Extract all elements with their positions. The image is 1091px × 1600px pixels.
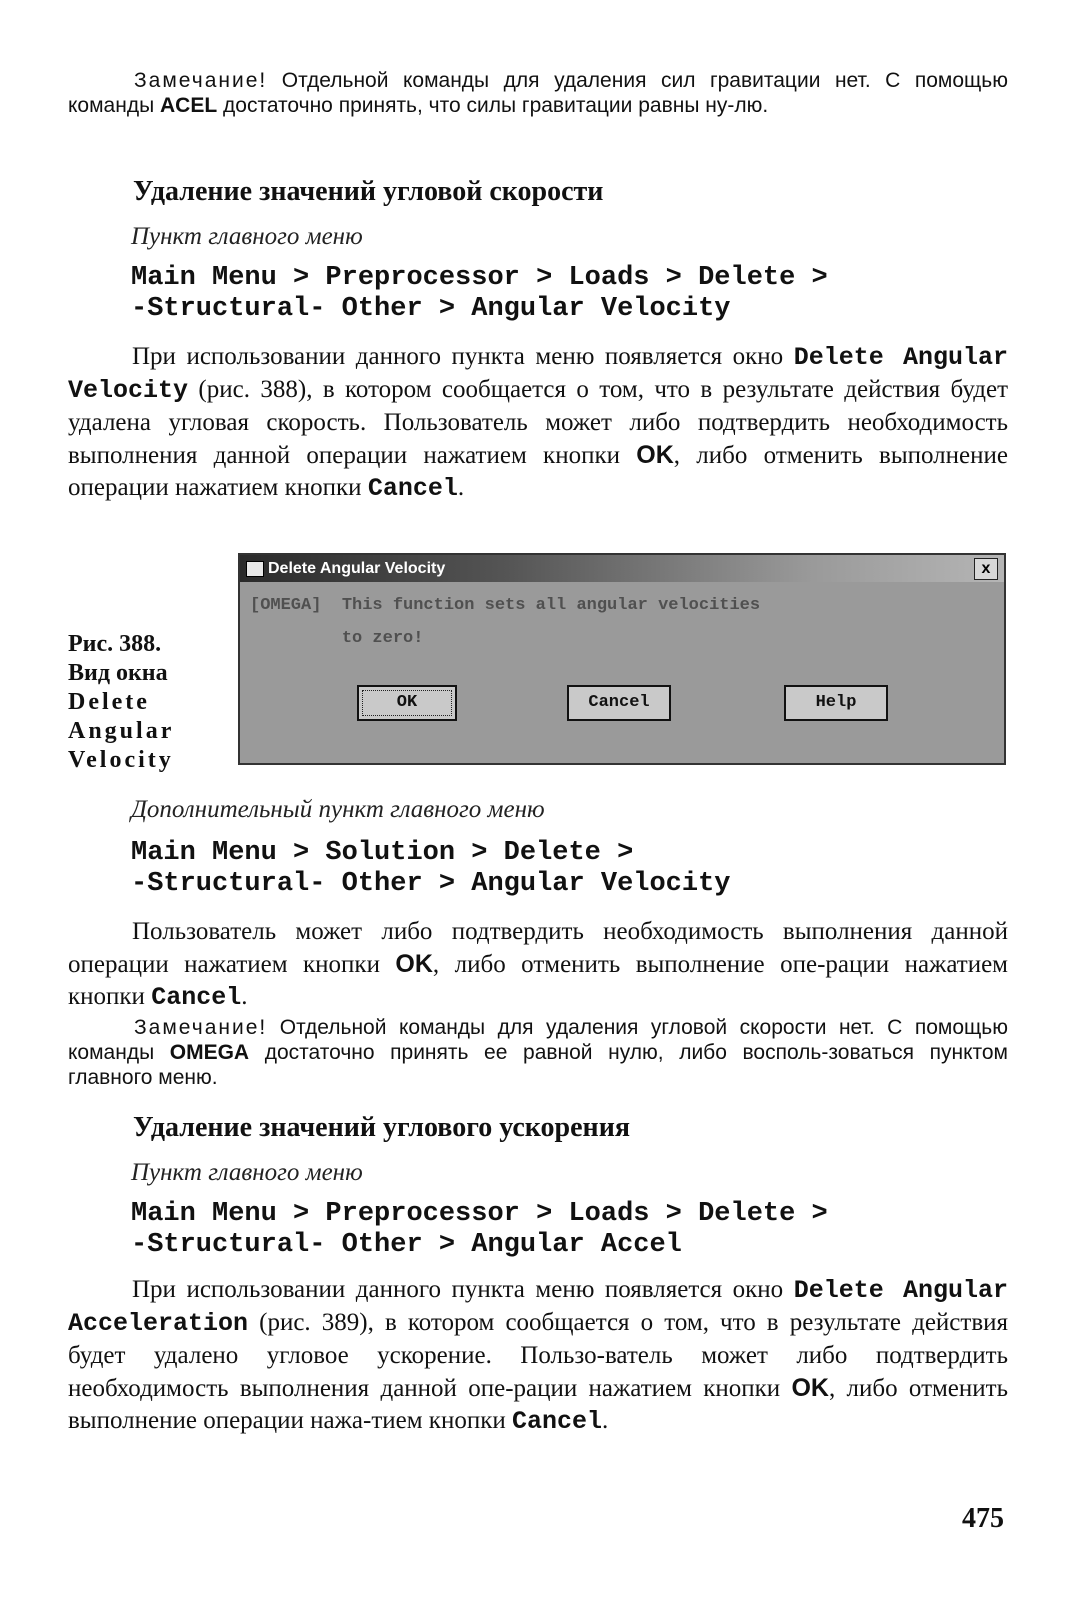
menu-path-line: -Structural- Other > Angular Velocity [131,869,731,899]
window-name: Delete Angular Acceleration [68,1276,1008,1338]
help-button[interactable]: Help [784,685,888,721]
menu-path-label: Пункт главного меню [131,1159,363,1186]
ok-button[interactable]: OK [357,685,457,721]
ok-label: OK [395,950,433,978]
message-line: to zero! [250,629,424,648]
close-icon[interactable]: x [974,558,998,580]
menu-path-line: Main Menu > Solution > Delete > [131,838,634,868]
paragraph-text: . [241,983,248,1010]
dialog-message [250,589,970,655]
cancel-label: Cancel [367,474,458,503]
paragraph-text: , либо отменить выполнение операции нажа-тием кнопки [68,1375,1008,1434]
paragraph-velocity [68,341,1008,505]
delete-angular-velocity-dialog [238,553,1006,765]
command-acel: ACEL [160,94,218,117]
paragraph-solution [68,916,1008,1014]
paragraph-text: (рис. 389), в котором сообщается о том, что в результате действия будет удалено угловое ускорение. Пользо-ватель может либо подтвердить необходимость выполнения данной опе-рации нажатием кнопки [68,1309,1008,1402]
caption-line: Velocity [68,747,174,773]
page-number: 475 [962,1503,1004,1534]
menu-path-line: Main Menu > Preprocessor > Loads > Delete > [131,1199,828,1229]
paragraph-text: . [457,474,465,501]
caption-line: Delete [68,689,150,715]
menu-path-line: Main Menu > Preprocessor > Loads > Delete > [131,263,828,293]
caption-line: Вид окна [68,660,168,686]
note-text: Отдельной команды для удаления сил гравитации нет. С помощью команды [68,69,1008,117]
menu-path-label: Дополнительный пункт главного меню [131,796,545,823]
paragraph-text: , либо отменить выполнение опе-рации нажатием кнопки [68,951,1009,1010]
cancel-label: Cancel [511,1407,602,1436]
paragraph-text: Пользователь может либо подтвердить необходимость выполнения данной операции нажатием кнопки [68,918,1008,978]
menu-path-line: -Structural- Other > Angular Accel [131,1230,682,1260]
menu-path-line: -Structural- Other > Angular Velocity [131,294,731,324]
paragraph-text: . [602,1407,609,1434]
ok-label: OK [791,1374,829,1402]
caption-line: Рис. 388. [68,631,162,657]
note-text: достаточно принять ее равной нулю, либо восполь-зоваться пунктом главного меню. [68,1041,1008,1089]
figure-caption [68,630,218,775]
cancel-label: Cancel [151,983,242,1012]
note-gravity [68,68,1008,118]
section-heading-angular-acceleration: Удаление значений углового ускорения [133,1112,630,1143]
caption-line: Angular [68,718,175,744]
cancel-button[interactable]: Cancel [567,685,671,721]
paragraph-text: , либо отменить выполнение операции нажатием кнопки [68,442,1008,501]
dialog-title: Delete Angular Velocity [268,560,446,577]
window-icon [246,561,264,577]
ok-label: OK [636,441,674,469]
note-omega [68,1015,1008,1090]
menu-path-label: Пункт главного меню [131,223,363,250]
section-heading-angular-velocity: Удаление значений угловой скорости [133,176,604,207]
window-name: Delete Angular Velocity [68,343,1008,405]
paragraph-acceleration [68,1274,1008,1438]
dialog-titlebar[interactable] [240,555,1004,582]
note-label: Замечание! [134,1016,268,1039]
note-text: Отдельной команды для удаления угловой скорости нет. С помощью команды [68,1016,1008,1064]
paragraph-text: (рис. 388), в котором сообщается о том, что в результате действия будет удалена угловая скорость. Пользователь может либо подтвердить необходимость выполнения данной операции нажатием кнопки [68,376,1008,469]
paragraph-text: При использовании данного пункта меню появляется окно [132,343,794,370]
paragraph-text: При использовании данного пункта меню появляется окно [132,1276,794,1303]
note-text: достаточно принять, что силы гравитации равны ну-лю. [217,94,769,117]
message-line: [OMEGA] This function sets all angular velocities [250,596,761,615]
command-omega: OMEGA [169,1041,250,1064]
note-label: Замечание! [134,69,268,92]
